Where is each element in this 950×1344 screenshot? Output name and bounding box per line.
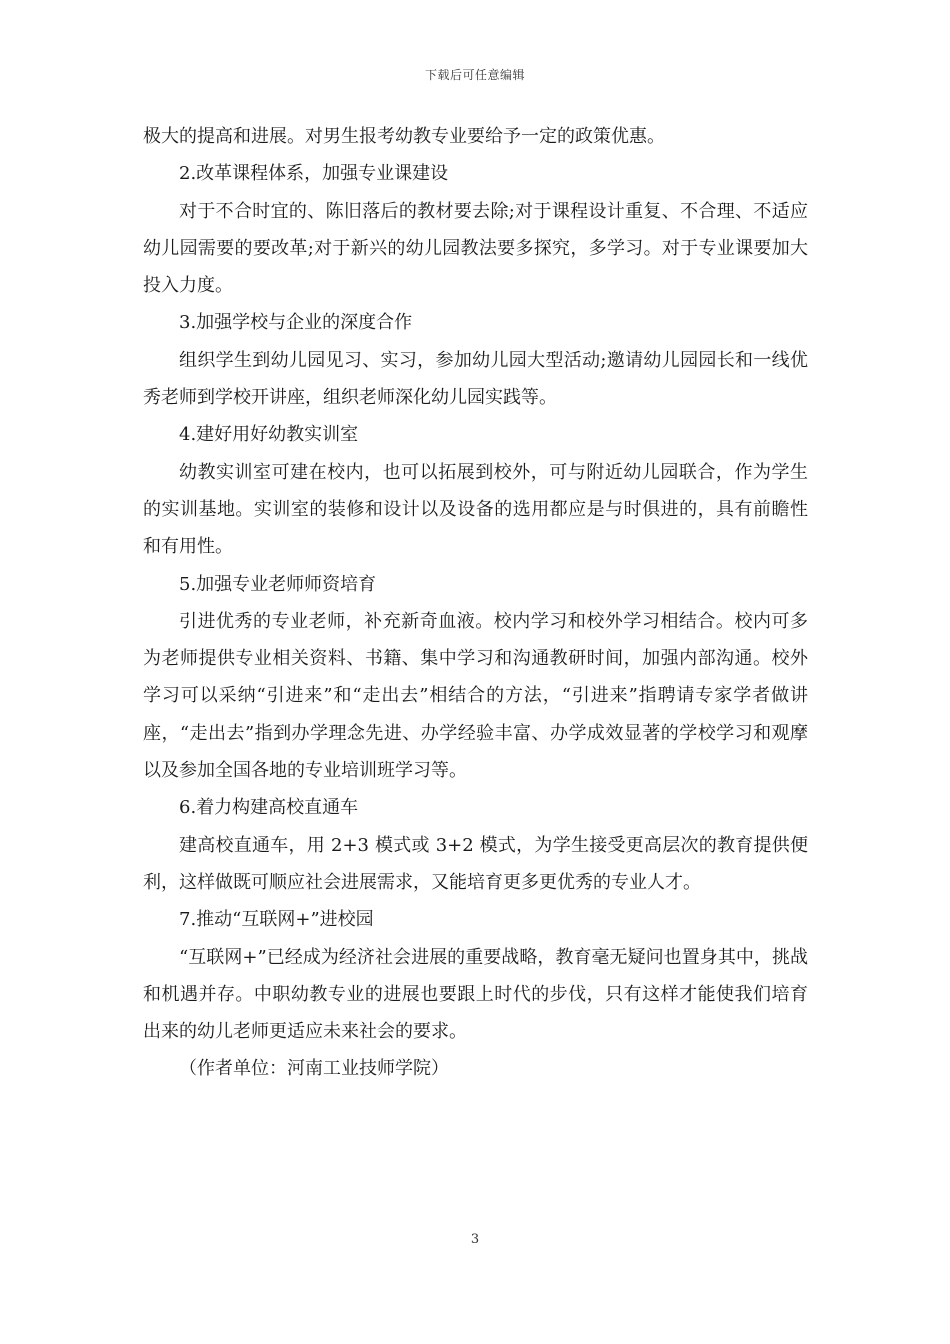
paragraph-continuation: 极大的提高和进展。对男生报考幼教专业要给予一定的政策优惠。 — [143, 126, 665, 147]
section-heading-6: 6.着力构建高校直通车 — [179, 797, 359, 819]
section-heading-3: 3.加强学校与企业的深度合作 — [179, 312, 413, 334]
section-heading-2: 2.改革课程体系，加强专业课建设 — [179, 163, 449, 185]
paragraph: 建高校直通车，用 2+3 模式或 3+2 模式，为学生接受更高层次的教育提供便利，这样做既可顺应社会进展需求，又能培育更多更优秀的专业人才。 — [143, 834, 808, 893]
section-heading-5: 5.加强专业老师师资培育 — [179, 573, 377, 595]
body-text — [143, 118, 808, 1088]
author-affiliation: （作者单位：河南工业技师学院） — [179, 1058, 449, 1080]
paragraph: 引进优秀的专业老师，补充新奇血液。校内学习和校外学习相结合。校内可多为老师提供专业相关资料、书籍、集中学习和沟通教研时间，加强内部沟通。校外学习可以采纳“引进来”和“走出去”相结合的方法，“引进来”指聘请专家学者做讲座，“走出去”指到办学理念先进、办学经验丰富、办学成效显著的学校学习和观摩以及参加全国各地的专业培训班学习等。 — [143, 610, 808, 782]
paragraph: 幼教实训室可建在校内，也可以拓展到校外，可与附近幼儿园联合，作为学生的实训基地。实训室的装修和设计以及设备的选用都应是与时俱进的，具有前瞻性和有用性。 — [143, 461, 808, 558]
paragraph: “互联网+”已经成为经济社会进展的重要战略，教育毫无疑问也置身其中，挑战和机遇并存。中职幼教专业的进展也要跟上时代的步伐，只有这样才能使我们培育出来的幼儿老师更适应未来社会的要求。 — [143, 946, 808, 1043]
page-number: 3 — [470, 1232, 480, 1247]
paragraph: 组织学生到幼儿园见习、实习，参加幼儿园大型活动;邀请幼儿园园长和一线优秀老师到学校开讲座，组织老师深化幼儿园实践等。 — [143, 349, 808, 409]
section-heading-7: 7.推动“互联网+”进校园 — [179, 909, 374, 931]
section-heading-4: 4.建好用好幼教实训室 — [179, 424, 359, 446]
paragraph: 对于不合时宜的、陈旧落后的教材要去除;对于课程设计重复、不合理、不适应幼儿园需要的要改革;对于新兴的幼儿园教法要多探究，多学习。对于专业课要加大投入力度。 — [143, 200, 808, 297]
page-header: 下载后可任意编辑 — [424, 68, 525, 82]
